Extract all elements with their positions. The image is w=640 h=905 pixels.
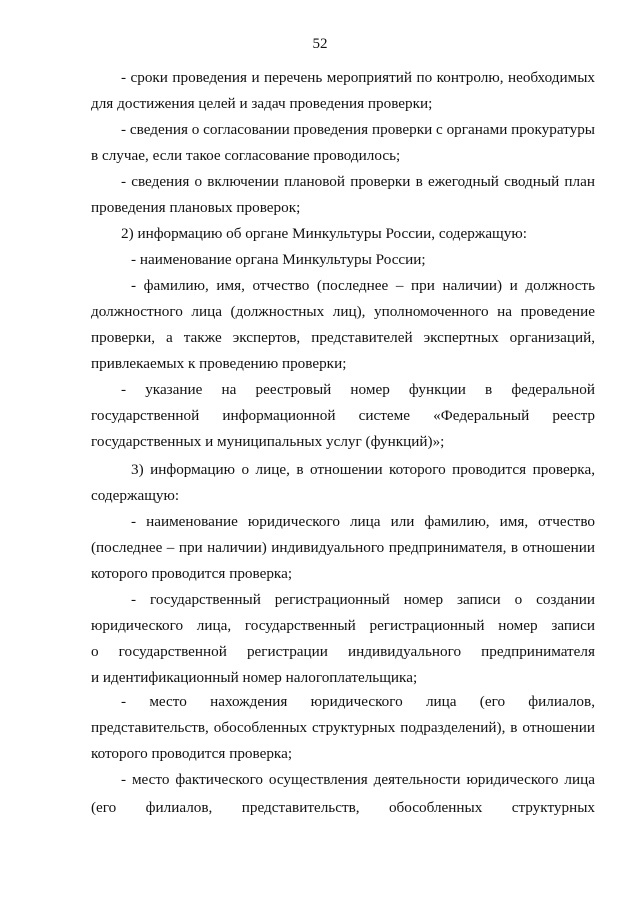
- text-line: которого проводится проверка;: [91, 745, 293, 762]
- text-line: представительств, обособленных структурных подразделений), в отношении: [91, 719, 595, 736]
- text-line: в случае, если такое согласование проводилось;: [91, 147, 401, 164]
- text-line: о государственной регистрации индивидуального предпринимателя: [91, 643, 595, 660]
- text-line: проверки, а также экспертов, представителей экспертных организаций,: [91, 329, 595, 346]
- text-line: 3) информацию о лице, в отношении которого проводится проверка,: [131, 461, 595, 478]
- text-line: - сведения о включении плановой проверки в ежегодный сводный план: [121, 173, 595, 190]
- text-line: - государственный регистрационный номер записи о создании: [131, 591, 595, 608]
- text-line: государственной информационной системе «Федеральный реестр: [91, 407, 595, 424]
- text-line: (последнее – при наличии) индивидуального предпринимателя, в отношении: [91, 539, 595, 556]
- text-line: - место нахождения юридического лица (его филиалов,: [121, 693, 595, 710]
- text-line: - место фактического осуществления деятельности юридического лица: [121, 771, 595, 788]
- text-line: (его филиалов, представительств, обособленных структурных: [91, 799, 595, 816]
- text-line: должностного лица (должностных лиц), уполномоченного на проведение: [91, 303, 595, 320]
- text-line: которого проводится проверка;: [91, 565, 293, 582]
- text-line: 2) информацию об органе Минкультуры России, содержащую:: [121, 225, 527, 242]
- text-line: привлекаемых к проведению проверки;: [91, 355, 347, 372]
- text-line: и идентификационный номер налогоплательщика;: [91, 669, 418, 686]
- text-line: содержащую:: [91, 487, 180, 504]
- text-line: юридического лица, государственный регистрационный номер записи: [91, 617, 595, 634]
- text-line: государственных и муниципальных услуг (функций)»;: [91, 433, 445, 450]
- text-line: для достижения целей и задач проведения проверки;: [91, 95, 433, 112]
- page-number: 52: [312, 36, 328, 52]
- text-line: - указание на реестровый номер функции в федеральной: [121, 381, 595, 398]
- text-line: - сроки проведения и перечень мероприятий по контролю, необходимых: [121, 69, 595, 86]
- text-line: - наименование юридического лица или фамилию, имя, отчество: [131, 513, 595, 530]
- text-line: проведения плановых проверок;: [91, 199, 301, 216]
- text-line: - фамилию, имя, отчество (последнее – при наличии) и должность: [131, 277, 595, 294]
- text-line: - сведения о согласовании проведения проверки с органами прокуратуры: [121, 121, 595, 138]
- text-line: - наименование органа Минкультуры России;: [131, 251, 426, 268]
